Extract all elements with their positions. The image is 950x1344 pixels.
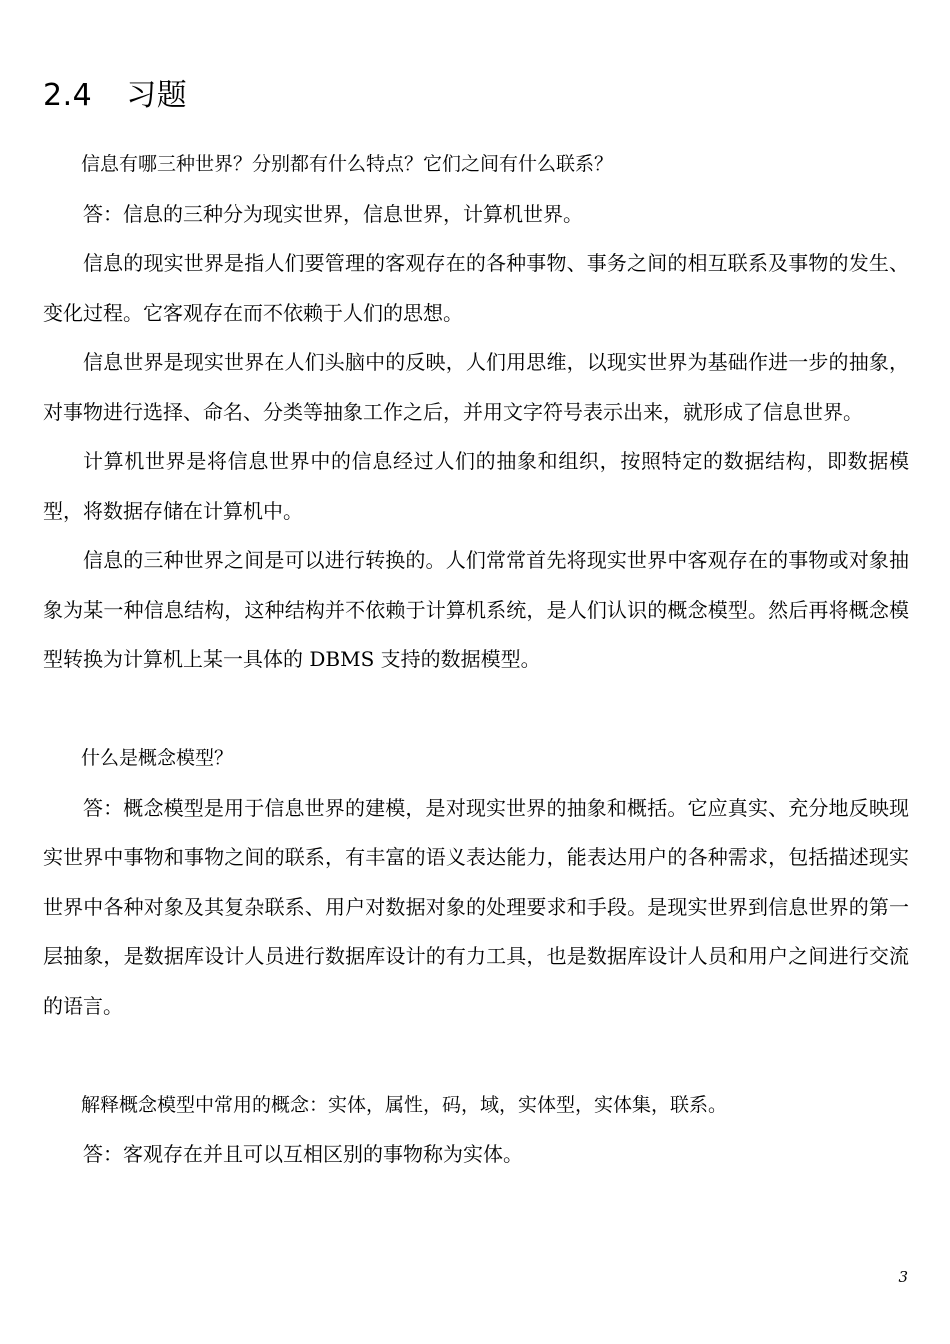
- answer-1-intro: 答：信息的三种分为现实世界，信息世界，计算机世界。: [83, 201, 583, 226]
- paragraph-gap: [43, 1031, 909, 1081]
- paragraph-gap: [43, 685, 909, 735]
- answer-1-paragraph-computer-world: 计算机世界是将信息世界中的信息经过人们的抽象和组织，按照特定的数据结构，即数据模型，将数据存储在计算机中。: [43, 449, 909, 523]
- section-number: 2.4: [43, 78, 93, 113]
- document-body: [43, 140, 909, 1180]
- section-title: 习题: [126, 78, 188, 113]
- question-3: 解释概念模型中常用的概念：实体，属性，码，域，实体型，实体集，联系。: [81, 1093, 728, 1116]
- answer-3: 答：客观存在并且可以互相区别的事物称为实体。: [83, 1142, 523, 1166]
- question-2: 什么是概念模型？: [81, 747, 234, 769]
- question-1: 信息有哪三种世界？分别都有什么特点？它们之间有什么联系？: [81, 153, 614, 175]
- section-heading: [43, 70, 187, 114]
- answer-1-paragraph-real-world: 信息的现实世界是指人们要管理的客观存在的各种事物、事务之间的相互联系及事物的发生、变化过程。它客观存在而不依赖于人们的思想。: [43, 251, 909, 325]
- answer-1-paragraph-info-world: 信息世界是现实世界在人们头脑中的反映，人们用思维，以现实世界为基础作进一步的抽象，对事物进行选择、命名、分类等抽象工作之后，并用文字符号表示出来，就形成了信息世界。: [43, 350, 909, 424]
- answer-2: 答：概念模型是用于信息世界的建模，是对现实世界的抽象和概括。它应真实、充分地反映现实世界中事物和事物之间的联系，有丰富的语义表达能力，能表达用户的各种需求，包括描述现实世界中各种对象及其复杂联系、用户对数据对象的处理要求和手段。是现实世界到信息世界的第一层抽象，是数据库设计人员进行数据库设计的有力工具，也是数据库设计人员和用户之间进行交流的语言。: [43, 795, 909, 1018]
- page-number: 3: [898, 1268, 908, 1286]
- answer-1-paragraph-conversion: 信息的三种世界之间是可以进行转换的。人们常常首先将现实世界中客观存在的事物或对象抽象为某一种信息结构，这种结构并不依赖于计算机系统，是人们认识的概念模型。然后再将概念模型转换为计算机上某一具体的 DBMS 支持的数据模型。: [43, 548, 909, 671]
